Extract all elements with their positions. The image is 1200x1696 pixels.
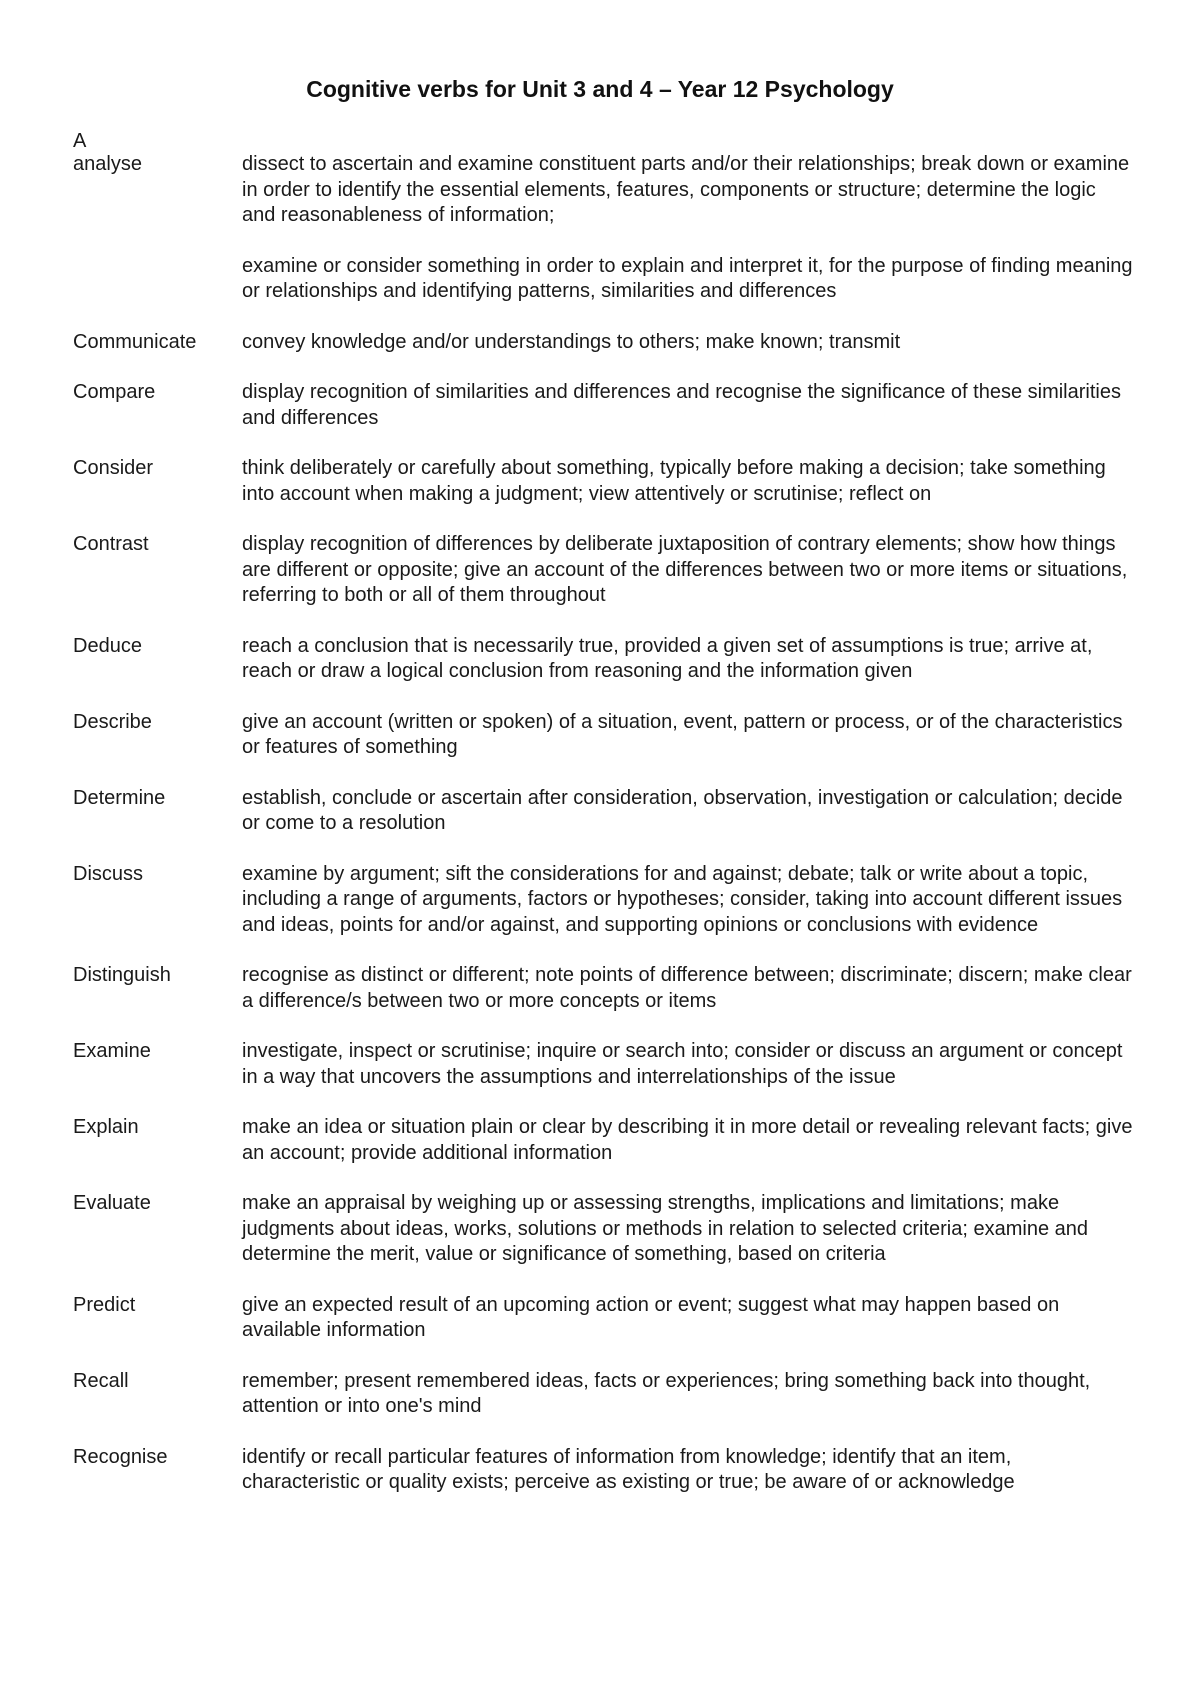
glossary-entry [73,786,1133,837]
glossary-term: Examine [73,1040,151,1062]
glossary-entry [73,1191,1133,1268]
glossary-term: Predict [73,1293,136,1316]
glossary-definition [242,1293,1133,1344]
definition-paragraph: think deliberately or carefully about something, typically before making a decision; take something into account when making a judgment; view attentively or scrutinise; reflect on [242,457,1106,505]
glossary-entry [73,1445,1133,1496]
glossary-entry [73,862,1133,939]
definition-paragraph: give an expected result of an upcoming action or event; suggest what may happen based on available information [242,1293,1060,1341]
glossary-term: Communicate [73,330,197,353]
definition-paragraph: establish, conclude or ascertain after consideration, observation, investigation or calculation; decide or come to a resolution [242,786,1123,834]
document-title: Cognitive verbs for Unit 3 and 4 – Year 12 Psychology [306,76,894,102]
definition-paragraph: examine or consider something in order to explain and interpret it, for the purpose of finding meaning or relationships and identifying patterns, similarities and differences [242,254,1133,302]
glossary-term: Evaluate [73,1192,151,1214]
glossary-definition [242,532,1133,609]
glossary-definition [242,380,1133,431]
glossary-term: Deduce [73,634,142,657]
glossary-entry [73,963,1133,1014]
glossary-entry [73,330,1133,356]
glossary-term: Determine [73,786,166,809]
glossary-term: Discuss [73,862,144,885]
definition-paragraph: examine by argument; sift the considerations for and against; debate; talk or write about a topic, including a range of arguments, factors or hypotheses; consider, taking into account different issues and ideas, points for and/or against, and supporting opinions or conclusions with evidence [242,862,1123,936]
glossary-definition [242,1039,1133,1090]
definition-paragraph: investigate, inspect or scrutinise; inquire or search into; consider or discuss an argument or concept in a way that uncovers the assumptions and interrelationships of the issue [242,1040,1123,1088]
glossary-entry [73,1369,1133,1420]
glossary-definition [242,152,1133,305]
glossary-definition [242,634,1133,685]
glossary-term: Recall [73,1369,129,1392]
glossary-term: Describe [73,710,152,733]
glossary-entry [73,456,1133,507]
glossary-term: Consider [73,457,154,479]
definition-paragraph: make an idea or situation plain or clear by describing it in more detail or revealing relevant facts; give an account; provide additional information [242,1116,1133,1164]
glossary-list [73,152,1133,1521]
glossary-term: Distinguish [73,964,171,986]
definition-paragraph: give an account (written or spoken) of a situation, event, pattern or process, or of the characteristics or features of something [242,710,1123,758]
definition-paragraph: make an appraisal by weighing up or assessing strengths, implications and limitations; make judgments about ideas, works, solutions or methods in relation to selected criteria; examine and determine the merit, value or significance of something, based on criteria [242,1192,1089,1265]
glossary-entry [73,1039,1133,1090]
glossary-entry [73,380,1133,431]
glossary-definition [242,1369,1133,1420]
glossary-entry [73,1115,1133,1166]
glossary-definition [242,710,1133,761]
definition-paragraph: reach a conclusion that is necessarily true, provided a given set of assumptions is true; arrive at, reach or draw a logical conclusion from reasoning and the information given [242,634,1093,682]
definition-paragraph: recognise as distinct or different; note points of difference between; discriminate; discern; make clear a difference/s between two or more concepts or items [242,964,1132,1012]
glossary-definition [242,456,1133,507]
definition-paragraph: dissect to ascertain and examine constituent parts and/or their relationships; break down or examine in order to identify the essential elements, features, components or structure; determine the logic and reasonableness of information; [242,153,1130,226]
glossary-definition [242,963,1133,1014]
glossary-definition [242,1445,1133,1496]
definition-paragraph: display recognition of differences by deliberate juxtaposition of contrary elements; show how things are different or opposite; give an account of the differences between two or more items or situations, referring to both or all of them throughout [242,533,1128,606]
definition-paragraph: identify or recall particular features of information from knowledge; identify that an item, characteristic or quality exists; perceive as existing or true; be aware of or acknowledge [242,1445,1015,1493]
definition-paragraph: convey knowledge and/or understandings to others; make known; transmit [242,330,901,353]
glossary-entry [73,532,1133,609]
glossary-definition [242,1191,1133,1268]
glossary-term: Recognise [73,1445,168,1468]
glossary-definition [242,1115,1133,1166]
definition-paragraph: display recognition of similarities and differences and recognise the significance of these similarities and differences [242,381,1121,429]
glossary-definition [242,330,1133,356]
glossary-entry [73,710,1133,761]
glossary-entry [73,152,1133,305]
glossary-entry [73,1293,1133,1344]
glossary-term: Contrast [73,533,149,555]
section-letter: A [73,130,87,152]
definition-paragraph: remember; present remembered ideas, facts or experiences; bring something back into thought, attention or into one's mind [242,1369,1091,1417]
glossary-term: Compare [73,381,156,403]
glossary-term: Explain [73,1116,139,1138]
glossary-definition [242,786,1133,837]
glossary-term: analyse [73,153,142,175]
glossary-entry [73,634,1133,685]
glossary-definition [242,862,1133,939]
